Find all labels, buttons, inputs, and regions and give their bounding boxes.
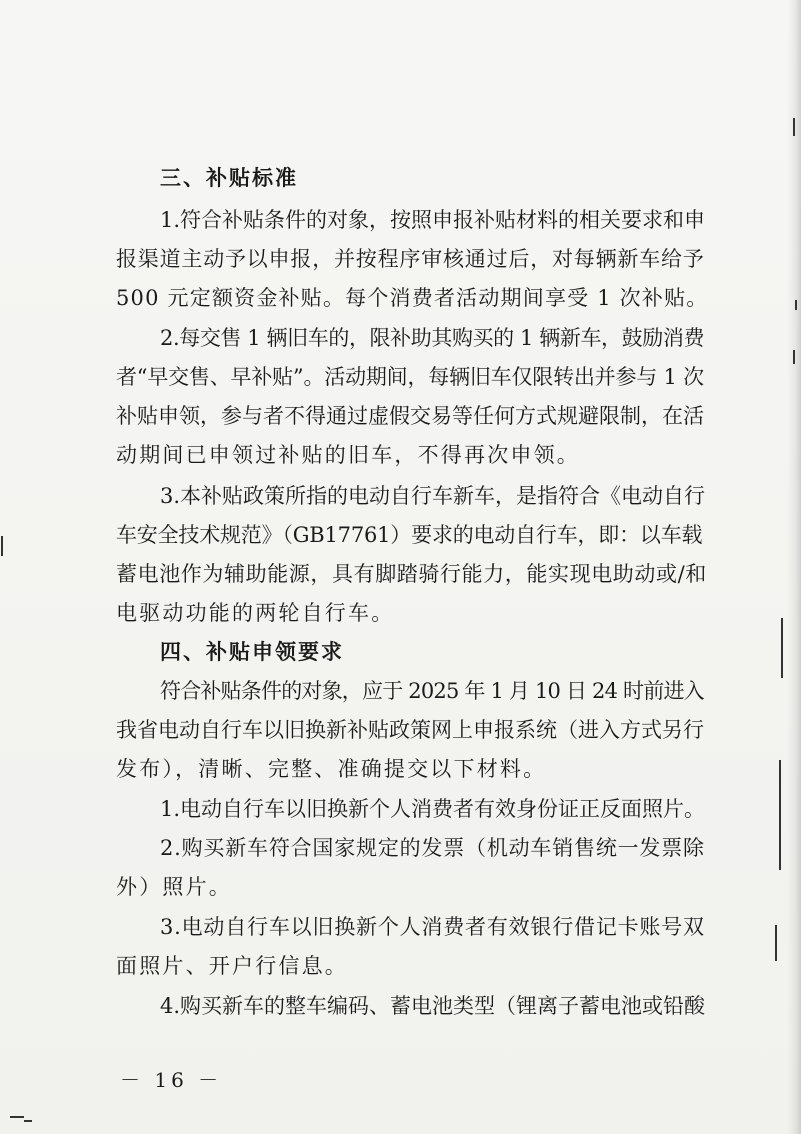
paragraph-line: 符合补贴条件的对象，应于 2025 年 1 月 10 日 24 时前进入	[160, 679, 704, 703]
paragraph-line: 4.购买新车的整车编码、蓄电池类型（锂离子蓄电池或铅酸	[160, 994, 706, 1018]
paragraph-line: 我省电动自行车以旧换新补贴政策网上申报系统（进入方式另行	[116, 718, 704, 742]
paragraph-line: 3.本补贴政策所指的电动自行车新车，是指符合《电动自行	[160, 484, 706, 508]
paragraph-line: 车安全技术规范》（GB17761）要求的电动自行车，即：以车载	[116, 523, 703, 547]
paragraph-line: 发布），清晰、完整、准确提交以下材料。	[116, 757, 547, 781]
paragraph-line: 蓄电池作为辅助能源，具有脚踏骑行能力，能实现电助动或/和	[116, 562, 707, 586]
section-heading-subsidy-standard: 三、补贴标准	[160, 166, 298, 190]
paragraph-line: 2.购买新车符合国家规定的发票（机动车销售统一发票除	[160, 836, 705, 860]
scan-mark	[779, 760, 781, 870]
scan-mark	[24, 1120, 32, 1122]
paragraph-line: 外）照片。	[116, 875, 232, 899]
paragraph-line: 面照片、开户行信息。	[116, 954, 348, 978]
paragraph-line: 补贴申领，参与者不得通过虚假交易等任何方式规避限制，在活	[116, 404, 704, 428]
scan-edge-shadow	[787, 0, 801, 1134]
page-number: － 16 －	[120, 1068, 223, 1092]
scan-mark	[795, 300, 797, 310]
paragraph-line: 报渠道主动予以申报，并按程序审核通过后，对每辆新车给予	[116, 247, 705, 271]
scan-mark	[793, 118, 795, 136]
paragraph-line: 动期间已申领过补贴的旧车，不得再次申领。	[116, 443, 580, 467]
paragraph-line: 者“早交售、早补贴”。活动期间，每辆旧车仅限转出并参与 1 次	[116, 365, 704, 389]
scan-mark	[775, 925, 777, 961]
paragraph-line: 3.电动自行车以旧换新个人消费者有效银行借记卡账号双	[160, 915, 705, 939]
scan-mark	[793, 350, 795, 364]
scan-mark	[10, 1116, 24, 1118]
scan-mark	[781, 618, 783, 678]
paragraph-line: 2.每交售 1 辆旧车的，限补助其购买的 1 辆新车，鼓励消费	[160, 326, 705, 350]
paragraph-line: 1.符合补贴条件的对象，按照申报补贴材料的相关要求和申	[160, 208, 706, 232]
paragraph-line: 500 元定额资金补贴。每个消费者活动期间享受 1 次补贴。	[116, 286, 709, 310]
paragraph-line: 1.电动自行车以旧换新个人消费者有效身份证正反面照片。	[160, 797, 706, 821]
paragraph-line: 电驱动功能的两轮自行车。	[116, 601, 395, 625]
section-heading-application-requirements: 四、补贴申领要求	[160, 640, 344, 664]
scan-mark	[1, 536, 3, 556]
